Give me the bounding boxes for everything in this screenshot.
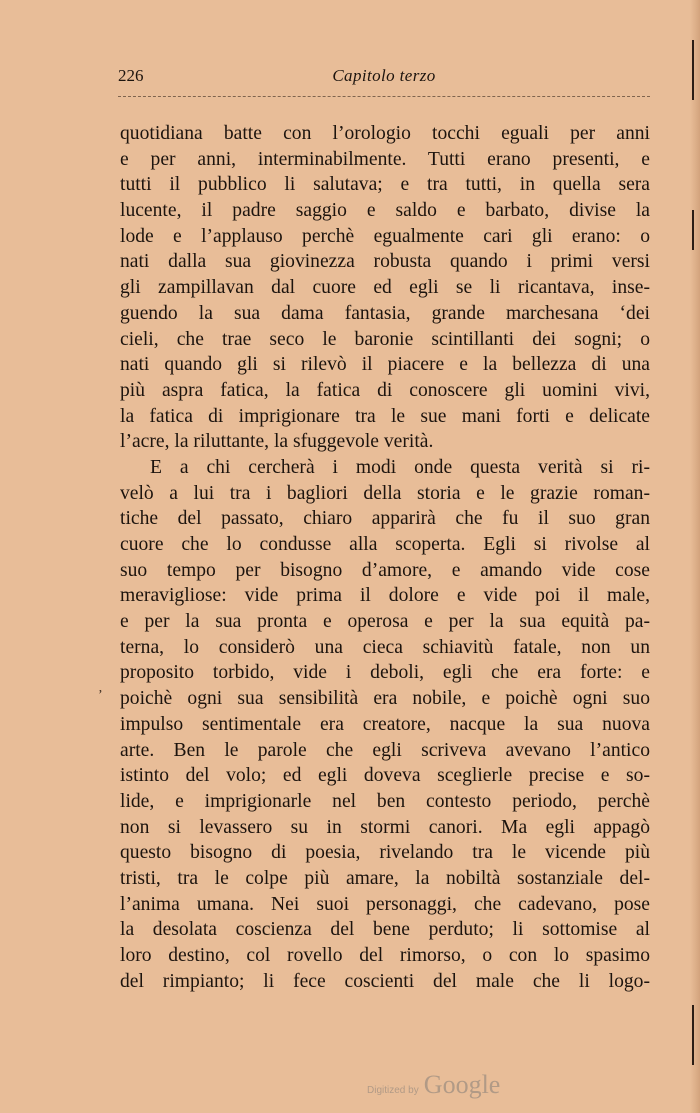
page-edge-shadow [690,0,700,1113]
text-line: guendo la sua dama fantasia, grande marchesana ʻdei [120,302,650,324]
text-line: lode e l’applauso perchè egualmente cari gli erano: o [120,225,650,247]
running-head: Capitolo terzo [332,66,436,85]
page-number: 226 [118,66,144,85]
watermark-prefix: Digitized by [367,1085,419,1096]
text-line: più aspra fatica, la fatica di conoscere gli uomini vivi, [120,379,650,401]
text-line: poichè ogni sua sensibilità era nobile, e poichè ogni suo [120,688,650,710]
text-line: non si levassero su in stormi canori. Ma egli appagò [120,816,650,838]
text-line: loro destino, col rovello del rimorso, o con lo spasimo [120,945,650,966]
header-rule [118,96,650,97]
text-line: nati quando gli si rilevò il piacere e la bellezza di una [120,354,650,376]
text-line: tristi, tra le colpe più amare, la nobiltà sostanziale del- [120,867,650,889]
text-line: nati dalla sua giovinezza robusta quando i primi versi [120,251,650,273]
margin-mark: ʼ [98,688,103,703]
scan-edge-mark [692,40,694,100]
digitized-watermark [367,1070,500,1100]
text-line: e per anni, interminabilmente. Tutti erano presenti, e [120,148,650,170]
text-line: impulso sentimentale era creatore, nacque la sua nuova [120,713,650,735]
text-line: gli zampillavan dal cuore ed egli se li ricantava, inse- [120,277,650,299]
text-line: la desolata coscienza del bene perduto; li sottomise al [120,919,650,941]
page-header [118,66,650,90]
scan-edge-mark [692,210,694,250]
text-line: velò a lui tra i bagliori della storia e le grazie roman- [120,482,650,504]
text-line: cieli, che trae seco le baronie scintillanti dei sogni; o [120,328,650,350]
text-line: istinto del volo; ed egli doveva sceglierle precise e so- [120,765,650,787]
text-line: tutti il pubblico li salutava; e tra tutti, in quella sera [120,174,650,196]
text-line: lucente, il padre saggio e saldo e barbato, divise la [120,200,650,222]
scan-edge-mark [692,1005,694,1065]
text-line: l’acre, la riluttante, la sfuggevole verità. [120,431,434,453]
text-line: arte. Ben le parole che egli scriveva avevano l’antico [120,739,650,761]
text-line: terna, lo considerò una cieca schiavitù fatale, non un [120,636,650,658]
watermark-brand: Google [423,1070,501,1099]
text-line: l’anima umana. Nei suoi personaggi, che cadevano, pose [120,893,650,915]
text-line: cuore che lo condusse alla scoperta. Egli si rivolse al [120,534,650,555]
text-line: proposito torbido, vide i deboli, egli che era forte: e [120,662,650,684]
text-line: E a chi cercherà i modi onde questa verità si ri- [150,456,650,478]
text-line: quotidiana batte con l’orologio tocchi eguali per anni [120,123,650,144]
text-line: meravigliose: vide prima il dolore e vide poi il male, [120,585,650,607]
text-line: lide, e imprigionarle nel ben contesto periodo, perchè [120,790,650,812]
text-line: e per la sua pronta e operosa e per la sua equità pa- [120,611,650,633]
text-line: la fatica di imprigionare tra le sue mani forti e delicate [120,405,650,427]
text-line: suo tempo per bisogno d’amore, e amando vide cose [120,559,650,581]
text-line: del rimpianto; li fece coscienti del male che li logo- [120,970,650,992]
text-line: questo bisogno di poesia, rivelando tra le vicende più [120,842,650,864]
text-line: tiche del passato, chiaro apparirà che fu il suo gran [120,508,650,530]
body-text [120,121,650,994]
